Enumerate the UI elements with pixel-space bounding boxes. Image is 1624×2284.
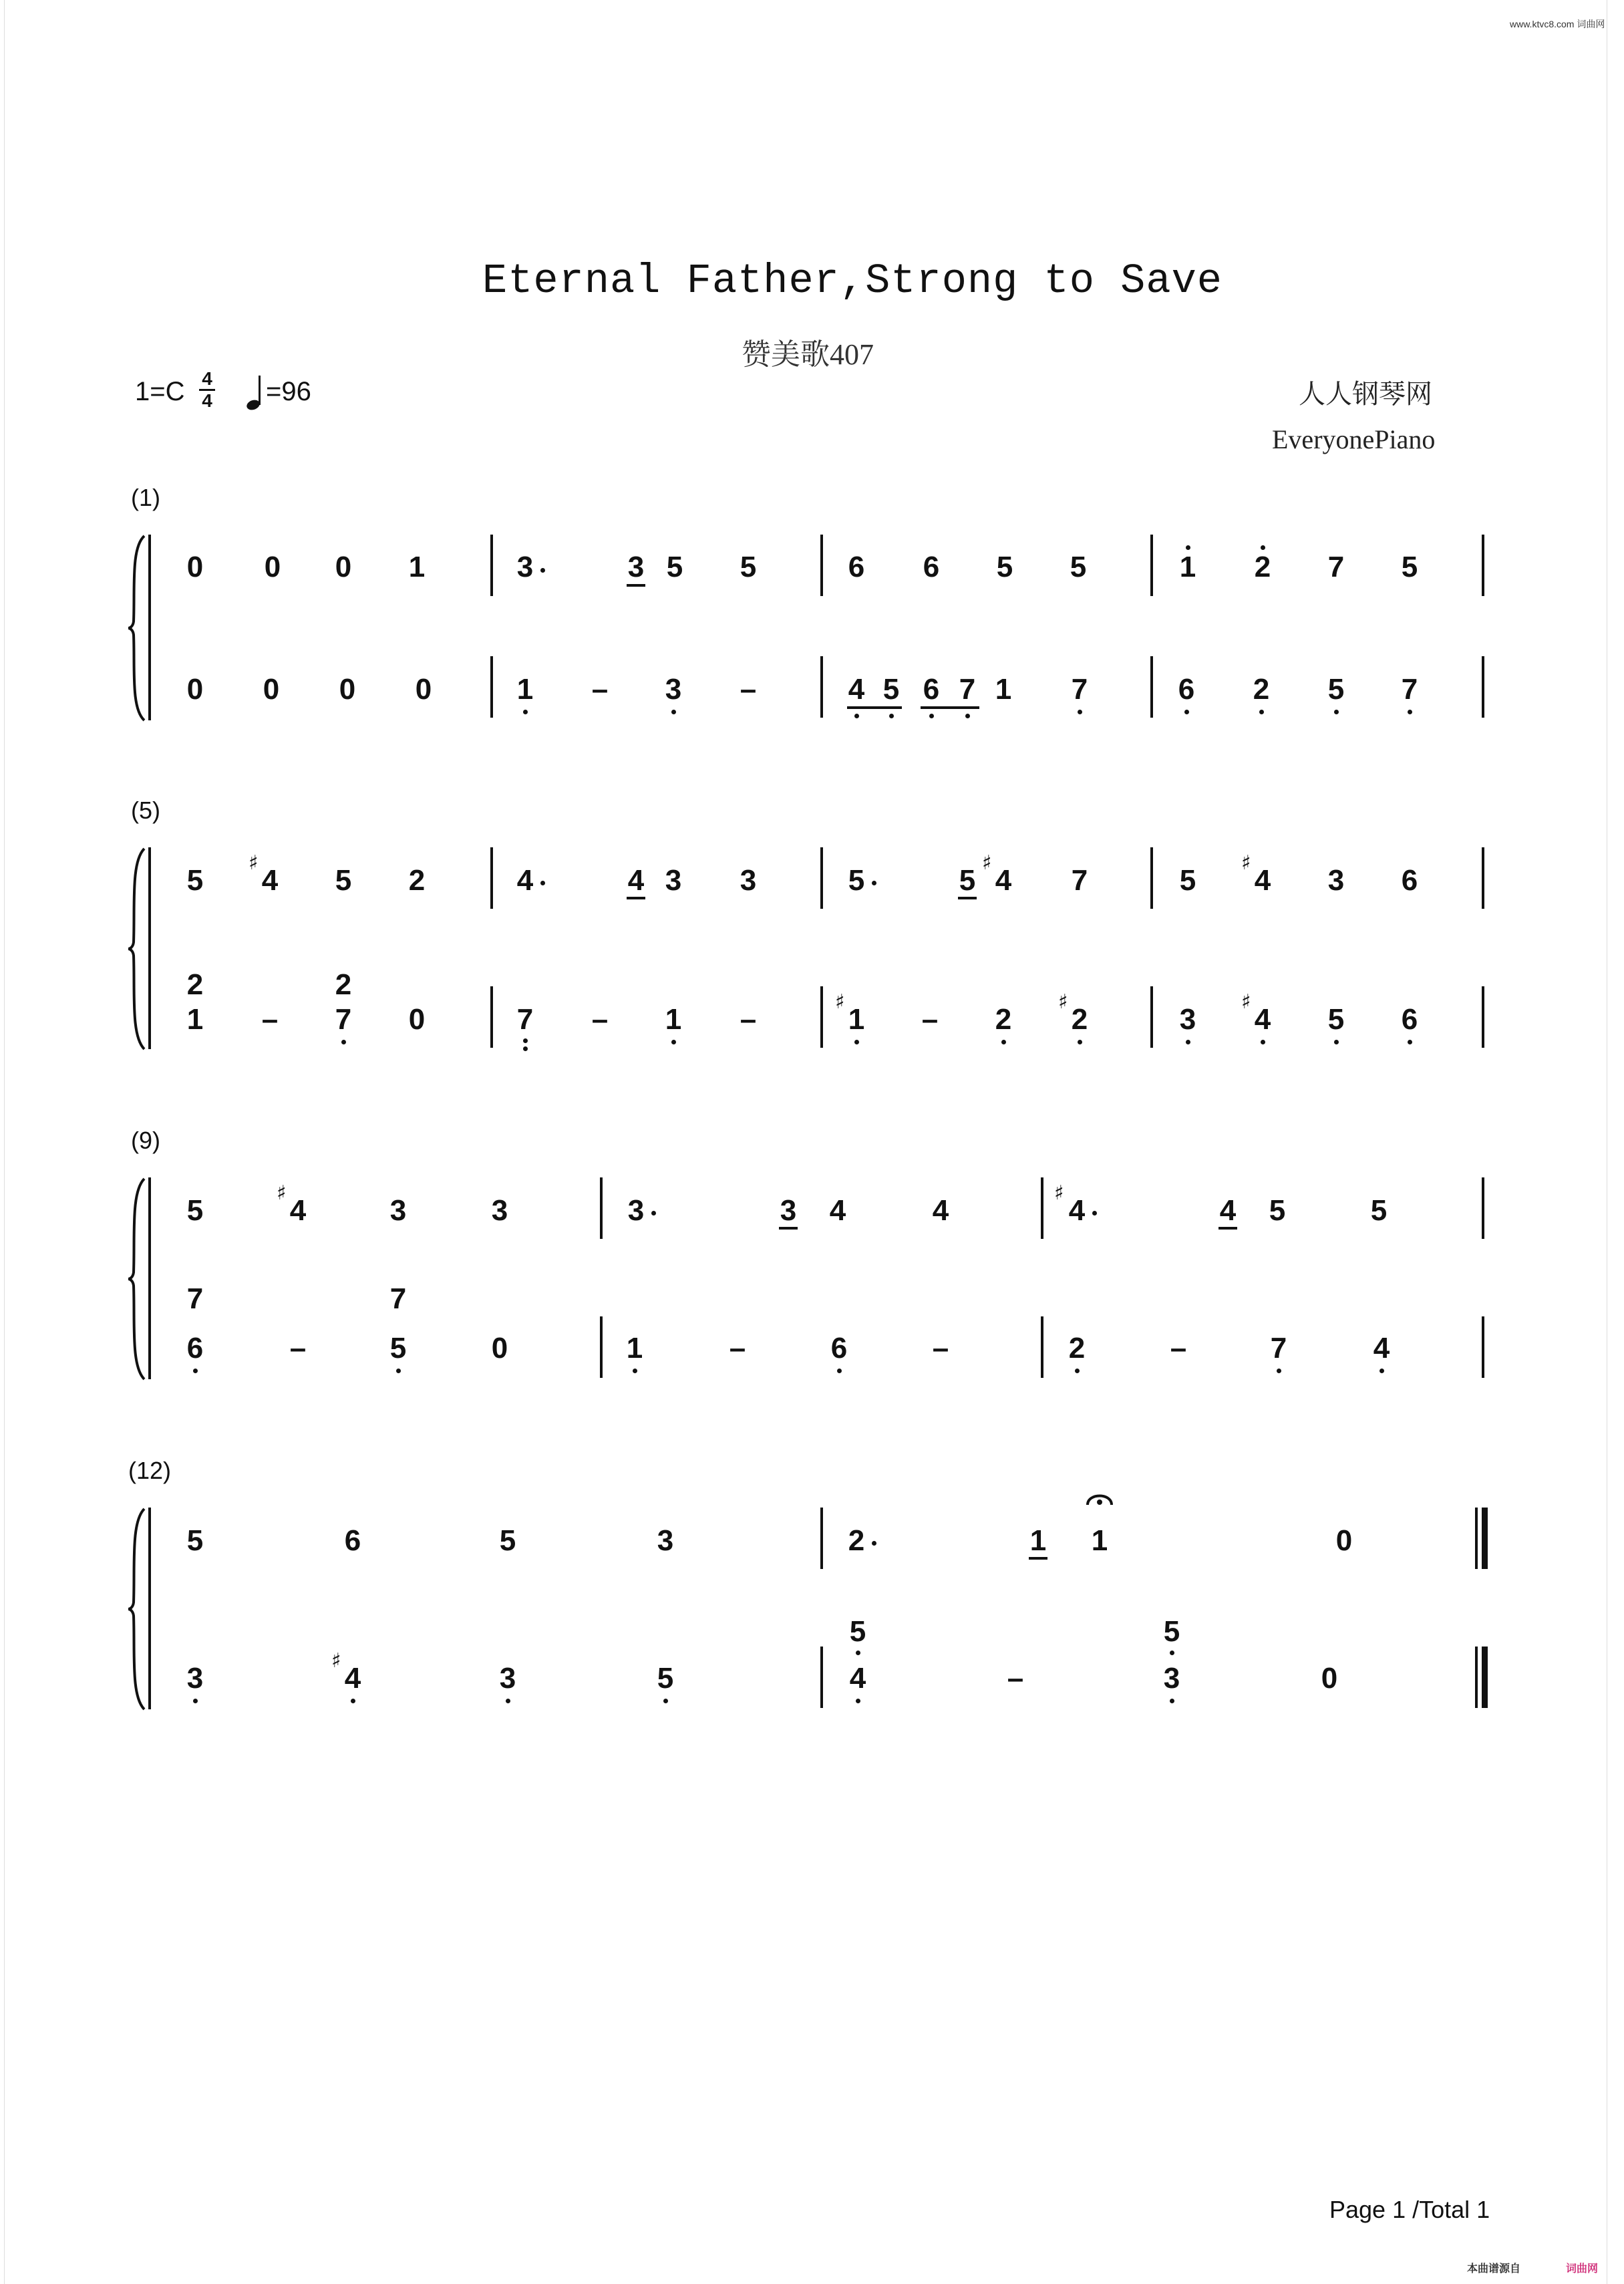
dash: – <box>1007 1662 1024 1695</box>
final-barline-thick <box>1482 1508 1488 1569</box>
octave-dot <box>1170 1699 1174 1703</box>
note: 5 <box>666 551 683 583</box>
octave-dot <box>1259 710 1264 714</box>
sharp-sign: ♯ <box>835 990 845 1014</box>
augmentation-dot <box>872 881 876 885</box>
barline <box>1482 847 1484 909</box>
note: 2 <box>1068 1332 1086 1365</box>
octave-dot <box>1186 545 1190 550</box>
note: 7 <box>1071 673 1088 706</box>
system-label: (1) <box>131 484 160 511</box>
octave-dot <box>965 714 970 718</box>
octave-dot <box>193 1369 198 1373</box>
note: 3 <box>665 864 682 897</box>
barline <box>820 1508 823 1569</box>
octave-dot <box>1075 1369 1080 1373</box>
octave-dot <box>1408 1040 1412 1044</box>
note: 4 <box>261 864 279 897</box>
barline <box>820 986 823 1048</box>
note: 5 <box>1163 1615 1180 1648</box>
note: 6 <box>344 1524 361 1557</box>
octave-dot <box>523 1038 528 1043</box>
note: 0 <box>491 1332 508 1365</box>
dash: – <box>261 1003 279 1036</box>
note: 4 <box>1068 1194 1086 1227</box>
barline <box>148 847 151 1049</box>
dash: – <box>921 1003 939 1036</box>
left-watermark-strip <box>4 0 14 2284</box>
sharp-sign: ♯ <box>1054 1181 1064 1205</box>
note: 3 <box>1327 864 1345 897</box>
augmentation-dot <box>540 881 545 885</box>
barline <box>820 535 823 596</box>
brace-icon <box>127 1177 147 1381</box>
sharp-sign: ♯ <box>982 851 992 875</box>
note: 6 <box>923 551 940 583</box>
note: 5 <box>740 551 757 583</box>
dash: – <box>591 1003 609 1036</box>
note: 3 <box>665 673 682 706</box>
note: 0 <box>264 551 281 583</box>
source-chinese: 人人钢琴网 <box>1299 379 1432 409</box>
note: 2 <box>1254 551 1271 583</box>
note: 7 <box>1270 1332 1287 1365</box>
note: 7 <box>335 1003 352 1036</box>
octave-dot <box>1277 1369 1281 1373</box>
note: 6 <box>830 1332 848 1365</box>
note: 3 <box>1163 1662 1180 1695</box>
note: 0 <box>1335 1524 1353 1557</box>
note: 2 <box>1071 1003 1088 1036</box>
augmentation-dot <box>1092 1211 1097 1216</box>
barline <box>1482 1316 1484 1378</box>
note: 2 <box>848 1524 865 1557</box>
note: 7 <box>959 673 976 706</box>
underline <box>627 584 645 587</box>
note: 5 <box>1269 1194 1286 1227</box>
note: 0 <box>263 673 280 706</box>
note: 4 <box>1254 1003 1271 1036</box>
note: 1 <box>408 551 426 583</box>
barline <box>1041 1316 1043 1378</box>
note: 3 <box>186 1662 204 1695</box>
note: 5 <box>499 1524 516 1557</box>
octave-dot <box>523 1046 528 1051</box>
note: 4 <box>289 1194 307 1227</box>
note: 6 <box>923 673 940 706</box>
octave-dot <box>1261 1040 1265 1044</box>
brace-icon <box>127 847 147 1050</box>
note: 0 <box>1321 1662 1338 1695</box>
augmentation-dot <box>540 568 545 573</box>
octave-dot <box>1408 710 1412 714</box>
dash: – <box>740 673 757 706</box>
note: 5 <box>849 1615 866 1648</box>
note: 2 <box>408 864 426 897</box>
dash: – <box>729 1332 746 1365</box>
octave-dot <box>889 714 894 718</box>
system-label: (5) <box>131 797 160 824</box>
dash: – <box>591 673 609 706</box>
note: 4 <box>932 1194 949 1227</box>
note: 0 <box>339 673 356 706</box>
barline <box>490 847 493 909</box>
note: 1 <box>186 1003 204 1036</box>
note: 3 <box>627 551 645 583</box>
octave-dot <box>837 1369 842 1373</box>
note: 5 <box>335 864 352 897</box>
note: 5 <box>186 1524 204 1557</box>
octave-dot <box>663 1699 668 1703</box>
right-watermark-strip <box>1607 0 1617 2284</box>
barline <box>820 1647 823 1708</box>
octave-dot <box>1334 1040 1339 1044</box>
sharp-sign: ♯ <box>1241 990 1251 1014</box>
octave-dot <box>193 1699 198 1703</box>
brand-logo-text: 词曲网 <box>1566 2263 1599 2275</box>
note: 4 <box>995 864 1012 897</box>
note: 4 <box>1254 864 1271 897</box>
barline <box>1150 986 1153 1048</box>
octave-dot <box>506 1699 510 1703</box>
note: 1 <box>1091 1524 1108 1557</box>
octave-dot <box>856 1699 860 1703</box>
octave-dot <box>1261 545 1265 550</box>
underline <box>847 706 902 709</box>
note: 5 <box>848 864 865 897</box>
note: 1 <box>1029 1524 1047 1557</box>
note: 0 <box>186 673 204 706</box>
octave-dot <box>1186 1040 1190 1044</box>
final-barline-thick <box>1482 1647 1488 1708</box>
note: 3 <box>657 1524 674 1557</box>
barline <box>1041 1177 1043 1239</box>
octave-dot <box>633 1369 637 1373</box>
note: 2 <box>186 968 204 1001</box>
barline <box>490 535 493 596</box>
note: 4 <box>516 864 534 897</box>
note: 5 <box>1327 673 1345 706</box>
page-number: Page 1 /Total 1 <box>1329 2196 1490 2223</box>
time-signature-bottom: 4 <box>202 390 212 411</box>
note: 1 <box>516 673 534 706</box>
key-signature: 1=C <box>135 377 185 406</box>
note: 2 <box>335 968 352 1001</box>
fermata-icon <box>1085 1489 1114 1508</box>
underline <box>779 1227 798 1230</box>
sharp-sign: ♯ <box>277 1181 287 1205</box>
sharp-sign: ♯ <box>1058 990 1068 1014</box>
note: 1 <box>626 1332 643 1365</box>
dash: – <box>740 1003 757 1036</box>
barline <box>1150 847 1153 909</box>
octave-dot <box>856 1651 860 1655</box>
song-subtitle: 赞美歌407 <box>742 338 874 371</box>
barline <box>148 535 151 720</box>
note: 3 <box>627 1194 645 1227</box>
octave-dot <box>1078 710 1082 714</box>
barline <box>1150 535 1153 596</box>
barline <box>1482 535 1484 596</box>
quarter-note-icon <box>246 373 266 412</box>
barline <box>600 1316 603 1378</box>
system-label: (9) <box>131 1127 160 1154</box>
barline <box>820 656 823 718</box>
note: 5 <box>657 1662 674 1695</box>
final-barline-thin <box>1475 1508 1478 1569</box>
note: 4 <box>344 1662 361 1695</box>
sharp-sign: ♯ <box>249 851 259 875</box>
barline <box>600 1177 603 1239</box>
note: 4 <box>849 1662 866 1695</box>
final-barline-thin <box>1475 1647 1478 1708</box>
octave-dot <box>351 1699 355 1703</box>
song-title: Eternal Father,Strong to Save <box>482 257 1223 305</box>
sharp-sign: ♯ <box>331 1649 341 1673</box>
note: 5 <box>996 551 1013 583</box>
time-signature <box>198 369 216 411</box>
note: 1 <box>1179 551 1196 583</box>
underline <box>1029 1557 1047 1560</box>
underline <box>627 897 645 899</box>
dash: – <box>1170 1332 1187 1365</box>
source-english: EveryonePiano <box>1272 424 1436 454</box>
note: 5 <box>959 864 976 897</box>
note: 2 <box>1253 673 1270 706</box>
note: 5 <box>1327 1003 1345 1036</box>
note: 7 <box>389 1282 407 1315</box>
note: 7 <box>516 1003 534 1036</box>
octave-dot <box>1334 710 1339 714</box>
note: 7 <box>186 1282 204 1315</box>
brace-icon <box>127 535 147 722</box>
note: 5 <box>882 673 900 706</box>
note: 6 <box>1401 864 1418 897</box>
note: 6 <box>1401 1003 1418 1036</box>
note: 4 <box>1373 1332 1390 1365</box>
note: 7 <box>1327 551 1345 583</box>
augmentation-dot <box>651 1211 656 1216</box>
underline <box>1219 1227 1237 1230</box>
barline <box>1482 986 1484 1048</box>
note: 1 <box>665 1003 682 1036</box>
barline <box>820 847 823 909</box>
note: 4 <box>1219 1194 1237 1227</box>
barline <box>490 986 493 1048</box>
augmentation-dot <box>872 1541 876 1546</box>
note: 3 <box>491 1194 508 1227</box>
octave-dot <box>1379 1369 1384 1373</box>
note: 3 <box>499 1662 516 1695</box>
octave-dot <box>671 1040 676 1044</box>
octave-dot <box>1184 710 1189 714</box>
octave-dot <box>854 1040 859 1044</box>
note: 3 <box>389 1194 407 1227</box>
note: 0 <box>415 673 432 706</box>
dash: – <box>289 1332 307 1365</box>
note: 1 <box>995 673 1012 706</box>
octave-dot <box>1001 1040 1006 1044</box>
barline <box>1482 656 1484 718</box>
note: 7 <box>1401 673 1418 706</box>
note: 4 <box>829 1194 846 1227</box>
note: 2 <box>995 1003 1012 1036</box>
note: 1 <box>848 1003 865 1036</box>
brace-icon <box>127 1508 147 1711</box>
note: 3 <box>516 551 534 583</box>
note: 5 <box>389 1332 407 1365</box>
note: 0 <box>408 1003 426 1036</box>
barline <box>148 1177 151 1379</box>
note: 4 <box>848 673 865 706</box>
note: 5 <box>1401 551 1418 583</box>
note: 5 <box>1070 551 1087 583</box>
dash: – <box>932 1332 949 1365</box>
note: 5 <box>186 1194 204 1227</box>
underline <box>921 706 979 709</box>
note: 6 <box>848 551 865 583</box>
octave-dot <box>854 714 859 718</box>
octave-dot <box>1078 1040 1082 1044</box>
octave-dot <box>1170 1651 1174 1655</box>
note: 7 <box>1071 864 1088 897</box>
note: 6 <box>1178 673 1195 706</box>
octave-dot <box>341 1040 346 1044</box>
octave-dot <box>929 714 934 718</box>
octave-dot <box>396 1369 401 1373</box>
note: 0 <box>335 551 352 583</box>
barline <box>490 656 493 718</box>
note: 3 <box>780 1194 797 1227</box>
note: 6 <box>186 1332 204 1365</box>
note: 5 <box>186 864 204 897</box>
octave-dot <box>523 710 528 714</box>
octave-dot <box>671 710 676 714</box>
system-label: (12) <box>128 1457 172 1484</box>
underline <box>958 897 977 899</box>
note: 0 <box>186 551 204 583</box>
note: 4 <box>627 864 645 897</box>
barline <box>1150 656 1153 718</box>
barline <box>1482 1177 1484 1239</box>
sharp-sign: ♯ <box>1241 851 1251 875</box>
time-signature-top: 4 <box>202 368 212 389</box>
tempo: =96 <box>266 377 311 406</box>
site-url: www.ktvc8.com 词曲网 <box>1510 19 1605 29</box>
brand-source-text: 本曲谱源自 <box>1467 2263 1521 2275</box>
note: 3 <box>1179 1003 1196 1036</box>
note: 3 <box>740 864 757 897</box>
note: 5 <box>1179 864 1196 897</box>
note: 5 <box>1370 1194 1388 1227</box>
barline <box>148 1508 151 1709</box>
